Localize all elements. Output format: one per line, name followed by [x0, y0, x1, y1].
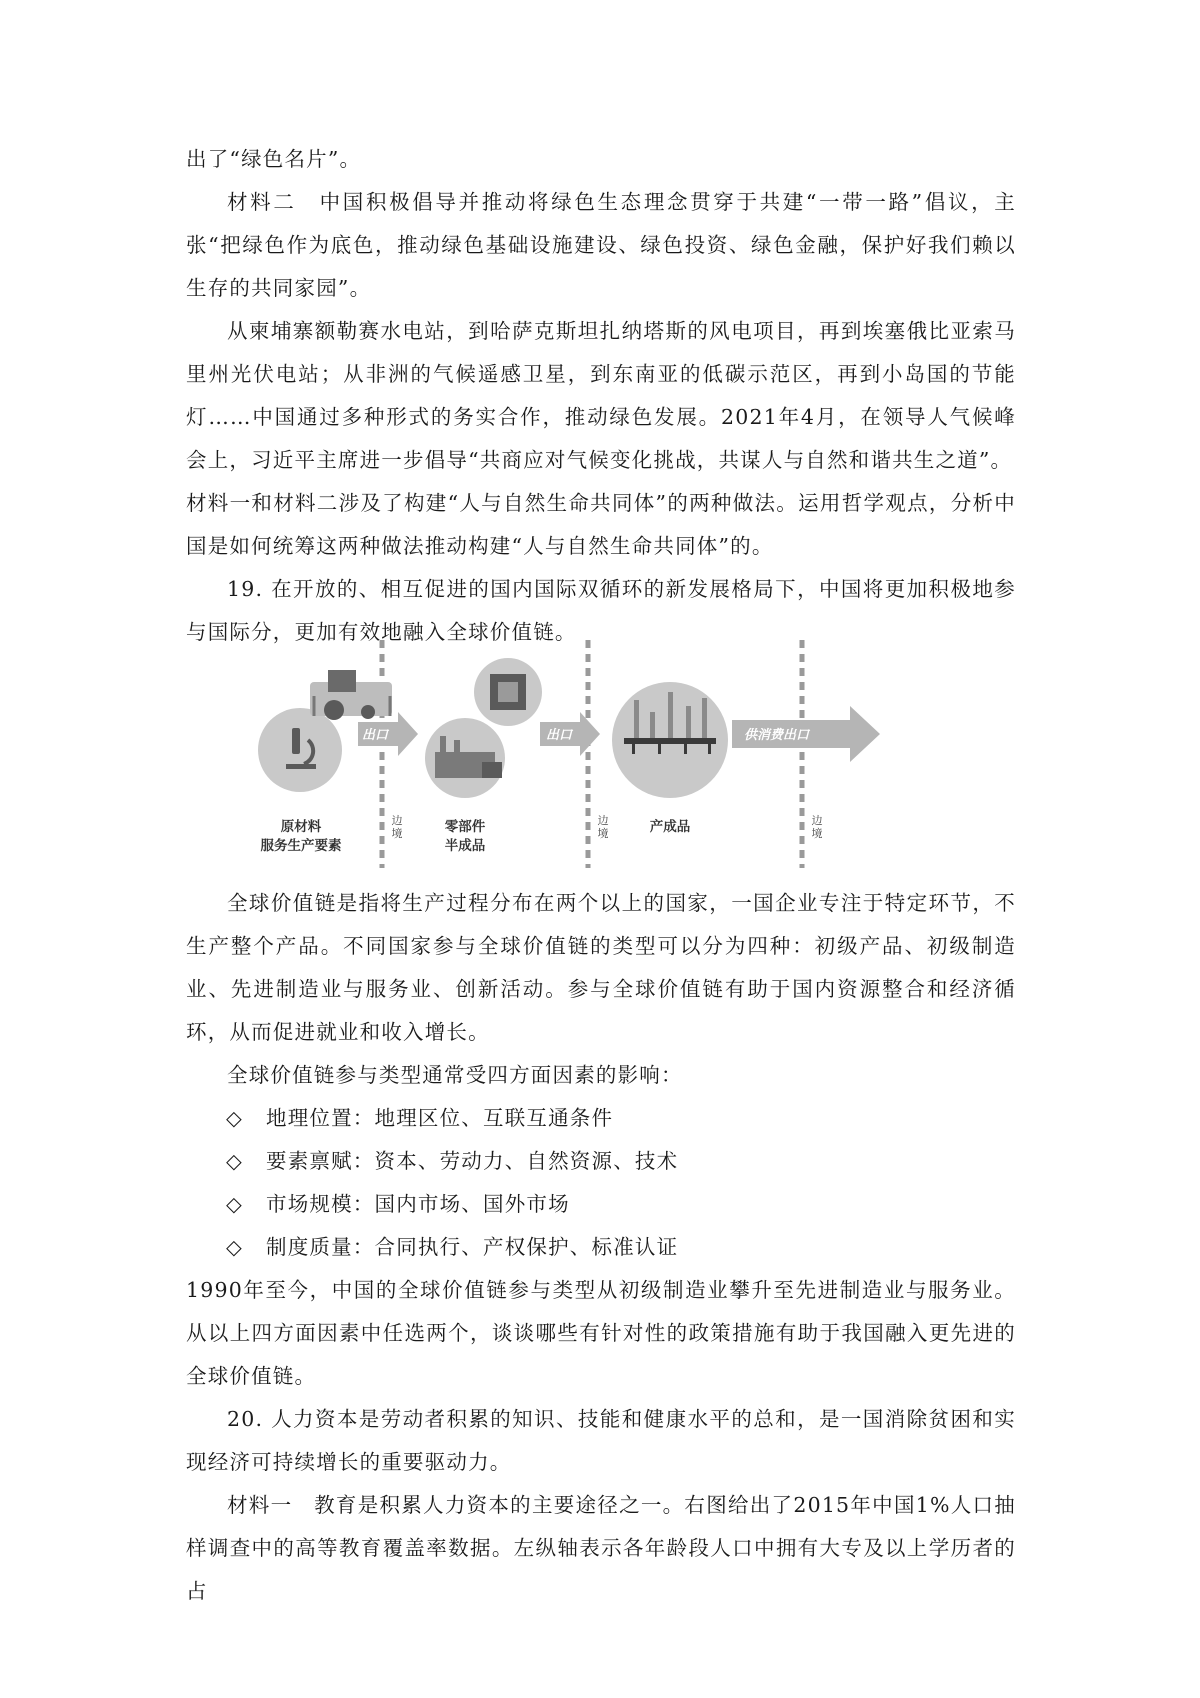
question-18-prompt: 材料一和材料二涉及了构建“人与自然生命共同体”的两种做法。运用哲学观点，分析中国是如何统筹这两种做法推动构建“人与自然生命共同体”的。 — [186, 491, 1016, 558]
border-label-1: 边境 — [391, 814, 403, 840]
border-label-3: 边境 — [811, 814, 823, 840]
question-20-intro: 20. 人力资本是劳动者积累的知识、技能和健康水平的总和，是一国消除贫困和实现经济可持续增长的重要驱动力。 — [186, 1407, 1016, 1474]
paragraph-gvc-definition: 全球价值链是指将生产过程分布在两个以上的国家，一国企业专注于特定环节，不生产整个产品。不同国家参与全球价值链的类型可以分为四种：初级产品、初级制造业、先进制造业与服务业、创新活动。参与全球价值链有助于国内资源整合和经济循环，从而促进就业和收入增长。 — [186, 891, 1016, 1044]
stage-label-components: 零部件 半成品 — [444, 819, 486, 854]
border-label-2: 边境 — [597, 814, 609, 840]
question-19-prompt: 1990年至今，中国的全球价值链参与类型从初级制造业攀升至先进制造业与服务业。从以上四方面因素中任选两个，谈谈哪些有针对性的政策措施有助于我国融入更先进的全球价值链。 — [186, 1278, 1016, 1388]
global-value-chain-figure — [250, 640, 910, 868]
arrow-label-1: 出口 — [362, 728, 389, 743]
diamond-bullet-icon: ◇ — [226, 1192, 243, 1216]
factor-item: ◇ 地理位置：地理区位、互联互通条件 — [226, 1097, 613, 1140]
diamond-bullet-icon: ◇ — [226, 1235, 243, 1259]
paragraph-factors-intro: 全球价值链参与类型通常受四方面因素的影响： — [227, 1063, 683, 1087]
chip-icon — [490, 674, 526, 710]
stage-label-finished-products: 产成品 — [649, 819, 691, 835]
diamond-bullet-icon: ◇ — [226, 1149, 243, 1173]
paragraph-material-two: 材料二 中国积极倡导并推动将绿色生态理念贯穿于共建“一带一路”倡议，主张“把绿色作为底色，推动绿色基础设施建设、绿色投资、绿色金融，保护好我们赖以生存的共同家园”。 — [186, 190, 1016, 300]
arrow-label-2: 出口 — [546, 728, 573, 743]
paragraph-green-projects: 从柬埔寨额勒赛水电站，到哈萨克斯坦扎纳塔斯的风电项目，再到埃塞俄比亚索马里州光伏电站；从非洲的气候遥感卫星，到东南亚的低碳示范区，再到小岛国的节能灯……中国通过多种形式的务实合作，推动绿色发展。2021年4月，在领导人气候峰会上，习近平主席进一步倡导“共商应对气候变化挑战，共谋人与自然和谐共生之道”。 — [186, 319, 1016, 472]
factor-item: ◇ 要素禀赋：资本、劳动力、自然资源、技术 — [226, 1140, 678, 1183]
question-19-intro: 19. 在开放的、相互促进的国内国际双循环的新发展格局下，中国将更加积极地参与国际分，更加有效地融入全球价值链。 — [186, 577, 1016, 644]
factor-item: ◇ 市场规模：国内市场、国外市场 — [226, 1183, 570, 1226]
diamond-bullet-icon: ◇ — [226, 1106, 243, 1130]
tractor-icon — [310, 670, 392, 720]
paragraph-continuation: 出了“绿色名片”。 — [186, 147, 362, 171]
stage-label-raw-materials: 原材料 服务生产要素 — [260, 819, 342, 854]
paragraph-material-one-education: 材料一 教育是积累人力资本的主要途径之一。右图给出了2015年中国1%人口抽样调查中的高等教育覆盖率数据。左纵轴表示各年龄段人口中拥有大专及以上学历者的占 — [186, 1493, 1016, 1603]
arrow-label-3: 供消费出口 — [744, 728, 810, 743]
factor-item: ◇ 制度质量：合同执行、产权保护、标准认证 — [226, 1226, 678, 1269]
